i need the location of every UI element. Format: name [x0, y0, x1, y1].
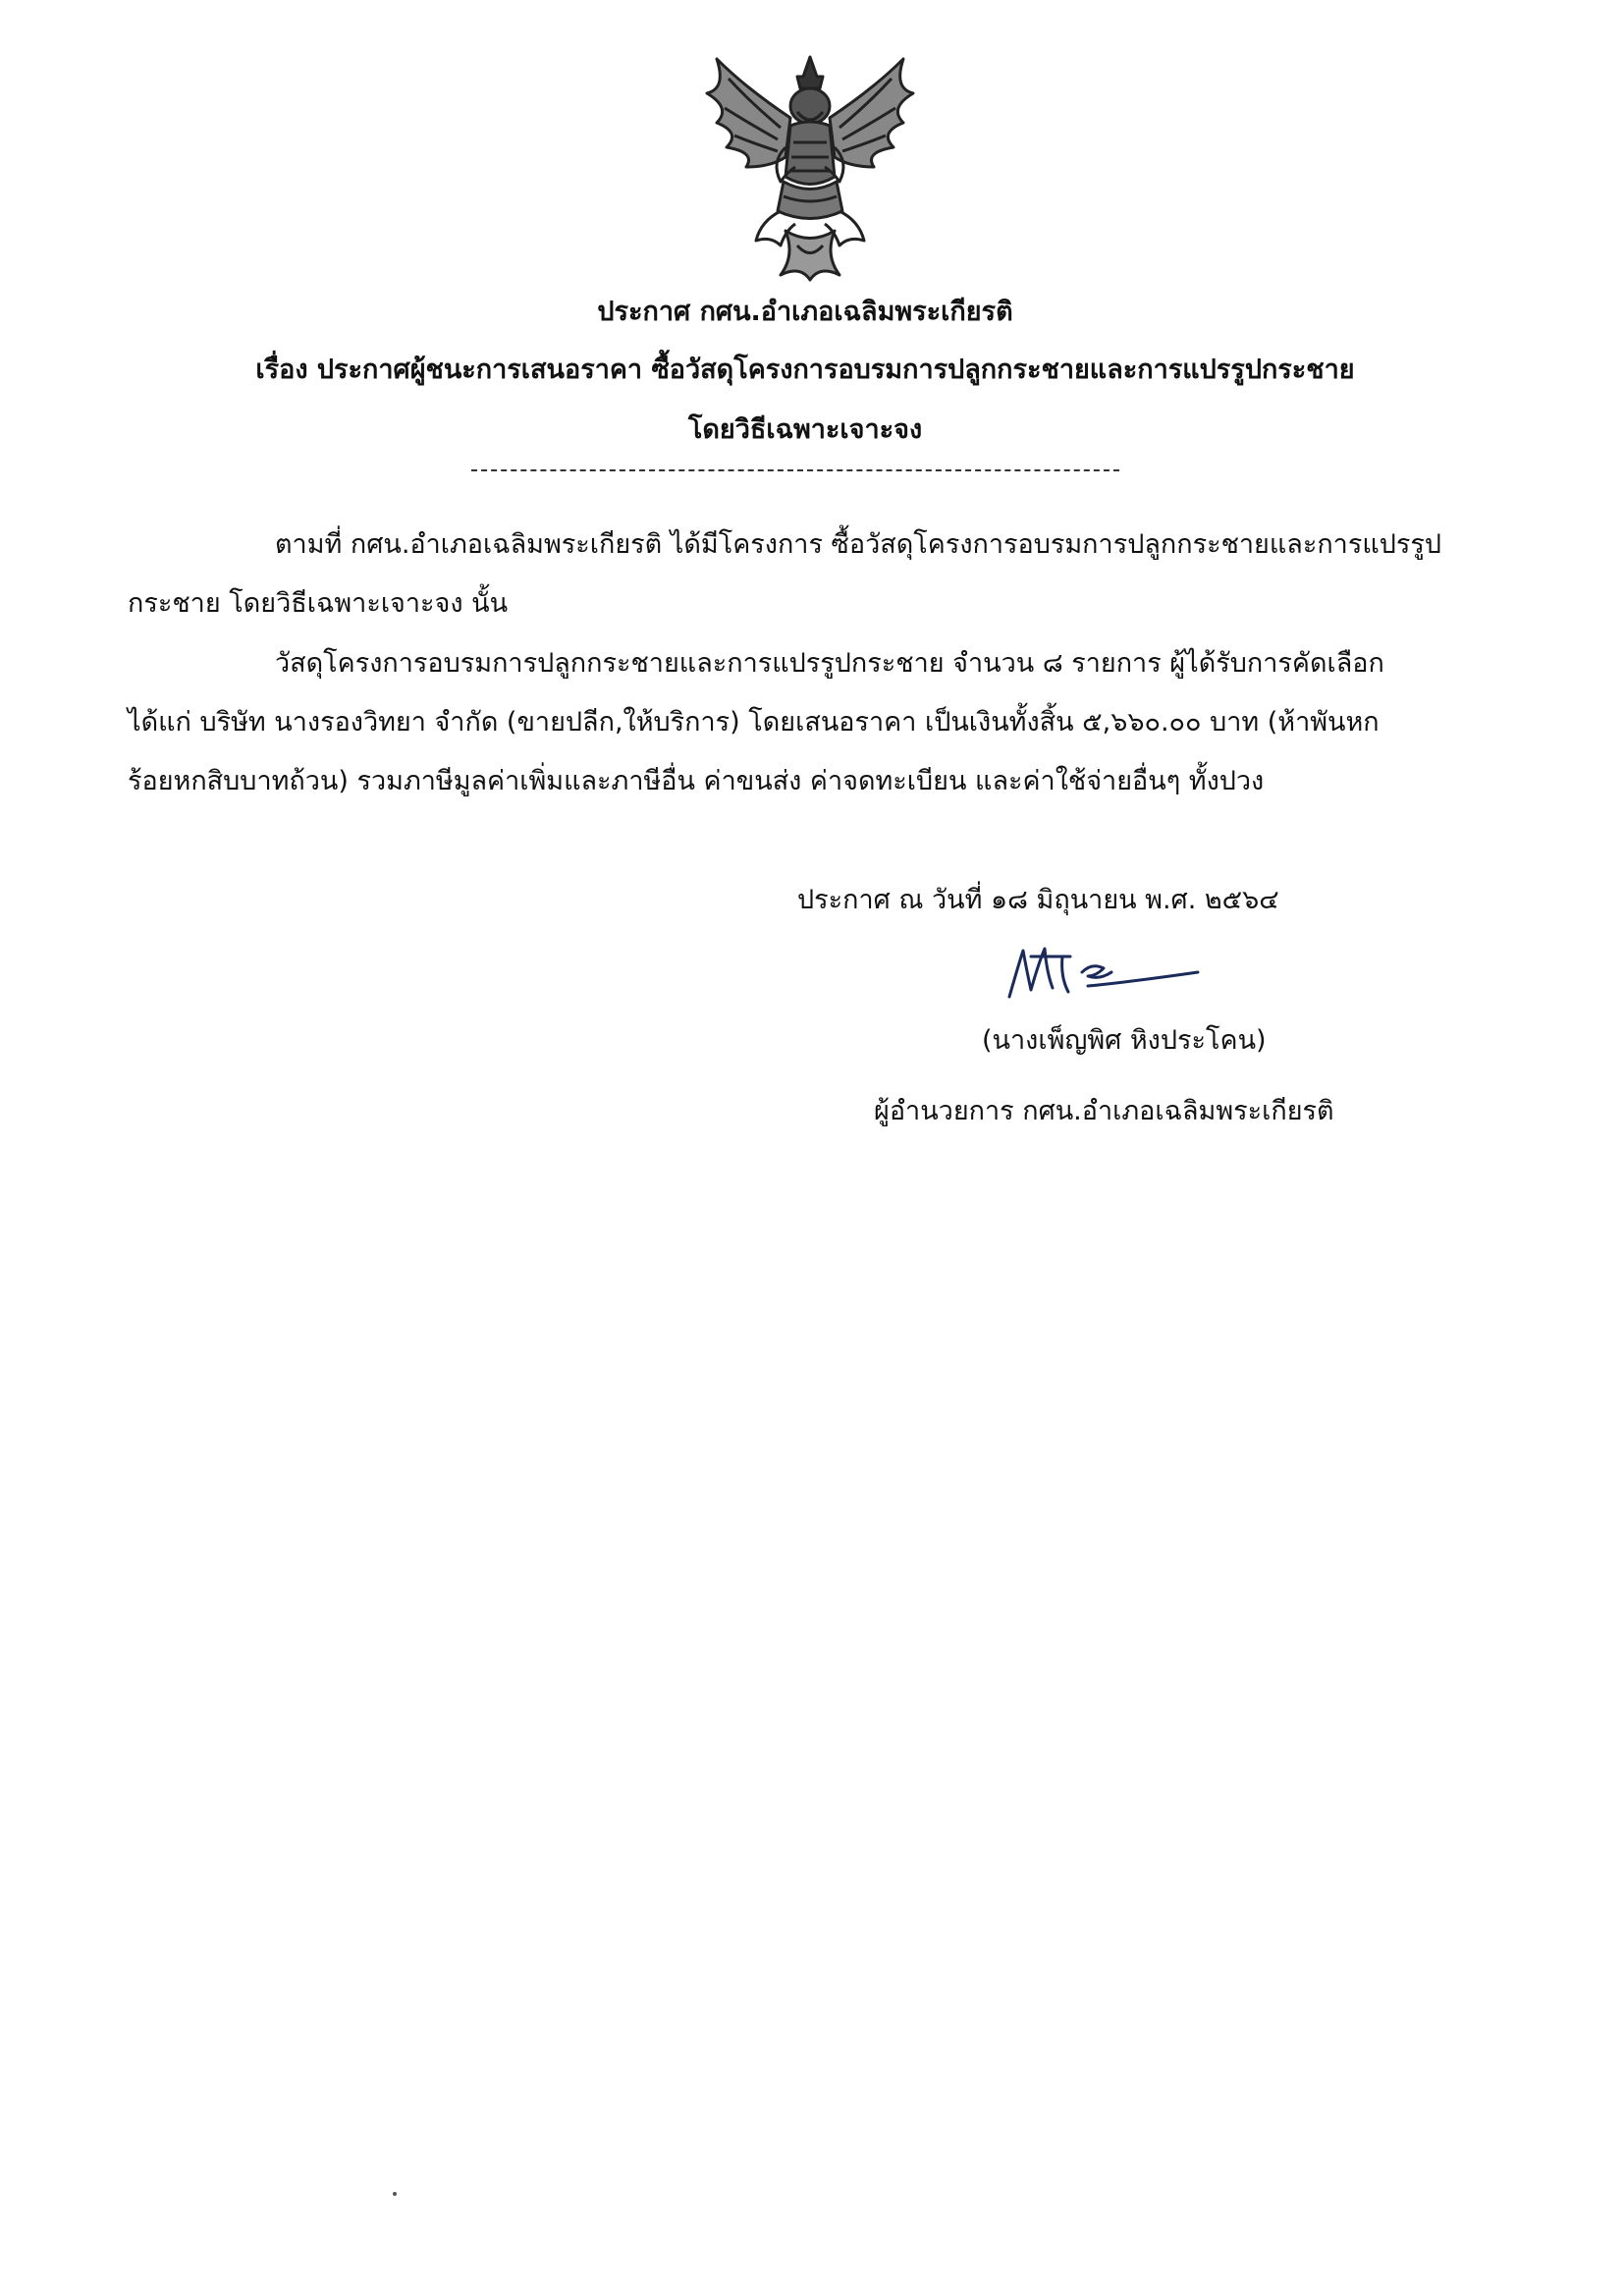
- body-paragraph-2-line-1: วัสดุโครงการอบรมการปลูกกระชายและการแปรรูปกระชาย จำนวน ๘ รายการ ผู้ได้รับการคัดเลือก: [275, 648, 1384, 679]
- signer-position: ผู้อำนวยการ กศน.อำเภอเฉลิมพระเกียรติ: [874, 1096, 1334, 1126]
- body-paragraph-1-line-2: กระชาย โดยวิธีเฉพาะเจาะจง นั้น: [128, 588, 509, 619]
- body-paragraph-2-line-3: ร้อยหกสิบบาทถ้วน) รวมภาษีมูลค่าเพิ่มและภาษีอื่น ค่าขนส่ง ค่าจดทะเบียน และค่าใช้จ่ายอื่นๆ ทั้งปวง: [128, 766, 1265, 796]
- signer-name: (นางเพ็ญพิศ หิงประโคน): [982, 1025, 1267, 1056]
- announcement-subject: เรื่อง ประกาศผู้ชนะการเสนอราคา ซื้อวัสดุโครงการอบรมการปลูกกระชายและการแปรรูปกระชาย: [255, 355, 1355, 385]
- body-paragraph-2-line-2: ได้แก่ บริษัท นางรองวิทยา จำกัด (ขายปลีก,ให้บริการ) โดยเสนอราคา เป็นเงินทั้งสิ้น ๕,๖๖๐.๐๐ บาท (ห้าพันหก: [128, 707, 1380, 738]
- title-separator: [471, 469, 1119, 471]
- announcement-method: โดยวิธีเฉพาะเจาะจง: [687, 414, 923, 445]
- garuda-emblem-icon: [687, 49, 933, 285]
- scan-speck: [393, 2192, 397, 2196]
- announcement-title: ประกาศ กศน.อำเภอเฉลิมพระเกียรติ: [597, 297, 1013, 327]
- body-paragraph-1-line-1: ตามที่ กศน.อำเภอเฉลิมพระเกียรติ ได้มีโครงการ ซื้อวัสดุโครงการอบรมการปลูกกระชายและการแปรรูป: [275, 529, 1442, 560]
- announcement-date: ประกาศ ณ วันที่ ๑๘ มิถุนายน พ.ศ. ๒๕๖๔: [797, 885, 1279, 915]
- handwritten-signature-icon: [1001, 943, 1208, 1011]
